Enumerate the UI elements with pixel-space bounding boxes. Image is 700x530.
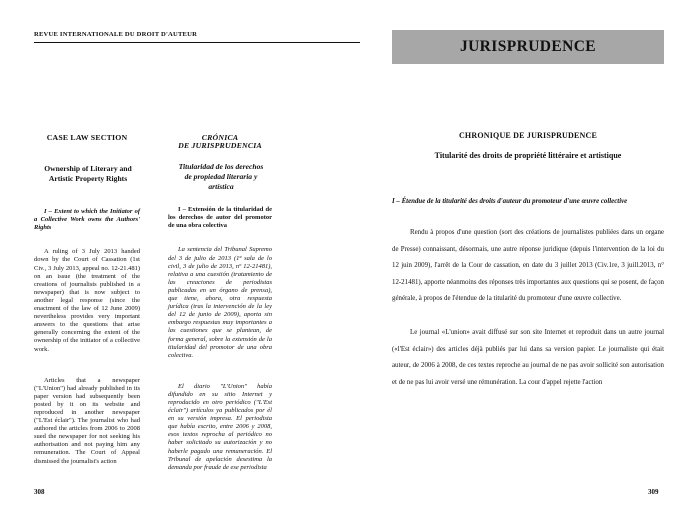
- french-paragraph-2: Le journal «L'union» avait diffusé sur son site Internet et reproduit dans un autre journal («l'Est éclair») des articles déjà publiés par lui dans sa version papier. Le journaliste qui était auteur, de 2006 à 2008, de ces textes reproche au journal de ne pas avoir sollicité son autorisation et de ne pas lui avoir versé une rémunération. La cour d'appel rejette l'action: [392, 328, 664, 386]
- french-heading: I – Étendue de la titularité des droits d'auteur du promoteur d'une œuvre collective: [392, 198, 628, 205]
- french-article-title: Titularité des droits de propriété littéraire et artistique: [434, 151, 622, 160]
- spanish-column: [168, 134, 272, 472]
- spanish-section-title-line-2: DE JURISPRUDENCIA: [178, 141, 262, 151]
- english-column: [34, 134, 140, 466]
- english-article-title: Ownership of Literary and Artistic Property Rights: [44, 164, 132, 184]
- spanish-section-title-line-1: CRÓNICA: [201, 133, 239, 142]
- spanish-article-title: Titularidad de los derechos de propiedad literaria y artística: [178, 162, 264, 192]
- spanish-paragraph-1: La sentencia del Tribunal Supremo del 3 de julio de 2013 (1ª sala de lo civil, 3 de julio de 2013, nº 12-21481), relativa a una cuestión (tratamiento de las creaciones de periodistas publicadas en un órgano de prensa), que tiene, ahora, otra respuesta jurídica (tras la intervención de la ley del 12 de junio de 2009), aporta sin embargo respuestas muy importantes a las cuestiones que se plantean, de forma general, sobre la extensión de la titularidad del promotor de una obra colectiva.: [168, 246, 272, 359]
- english-paragraph-2: Articles that a newspaper ("L'Union") had already published in its paper version had subsequently been posted by it on its website and reproduced in another newspaper ("L'Est éclair"). The journalist who had authored the articles from 2006 to 2008 sued the newspaper for not seeking his authorisation and not paying him any remuneration. The Court of Appeal dismissed the journalist's action: [34, 376, 140, 465]
- journal-running-head: REVUE INTERNATIONALE DU DROIT D'AUTEUR: [34, 32, 360, 43]
- english-paragraph-1: A ruling of 3 July 2013 handed down by the Court of Cassation (1st Civ., 3 July 2013, appeal no. 12-21.481) on an issue (the treatment of the creations of journalists published in a newspaper) that is now subject to another legal response (since the enactment of the law of 12 June 2009) nevertheless provides very important answers to the questions that arise generally concerning the extent of the ownership of the initiator of a collective work.: [34, 248, 140, 353]
- page-number-right: 309: [648, 488, 659, 496]
- french-column: [392, 131, 664, 391]
- page-number-left: 308: [34, 488, 45, 496]
- spanish-paragraph-2: El diario "L'Union" había difundido en su sitio Internet y reproducido en otro periódico ("L'Est éclair") artículos ya publicados por él en su versión impresa. El periodista que había escrito, entre 2006 y 2008, esos textos reprocha al periódico no haber solicitado su autorización y no haberle pagado una remuneración. El Tribunal de apelación desestima la demanda por fraude de ese periodista: [168, 382, 272, 471]
- english-section-title: CASE LAW SECTION: [46, 133, 128, 142]
- english-heading: I – Extent to which the Initiator of a Collective Work owns the Authors' Rights: [34, 208, 140, 232]
- french-section-title: CHRONIQUE DE JURISPRUDENCE: [458, 131, 598, 140]
- french-paragraph-1: Rendu à propos d'une question (sort des créations de journalistes publiées dans un organe de Presse) connaissant, désormais, une autre réponse juridique (depuis l'intervention de la loi du 12 juin 2009), l'arrêt de la Cour de cassation, en date du 3 juillet 2013 (Civ.1re, 3 juill.2013, n° 12-21481), apporte néanmoins des réponses très importantes aux questions qui se posent, de façon générale, à propos de l'étendue de la titularité du promoteur d'une œuvre collective.: [392, 229, 664, 303]
- jurisprudence-banner: JURISPRUDENCE: [392, 30, 664, 64]
- spanish-heading: I – Extensión de la titularidad de los derechos de autor del promotor de una obra colectiva: [168, 206, 272, 230]
